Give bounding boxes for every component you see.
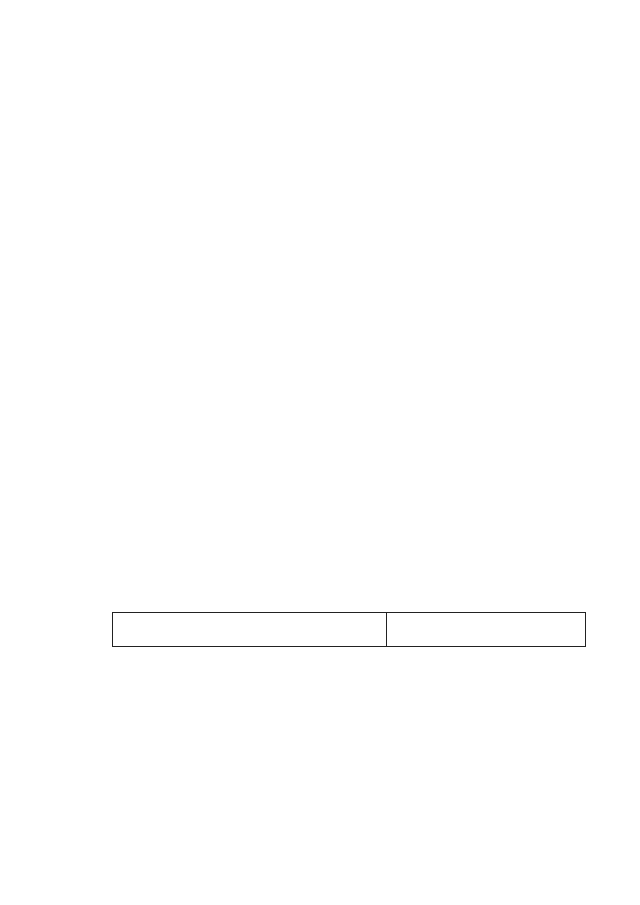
table-header: [112, 612, 586, 647]
column-header-sum: [388, 613, 585, 646]
column-header-name: [113, 613, 387, 646]
